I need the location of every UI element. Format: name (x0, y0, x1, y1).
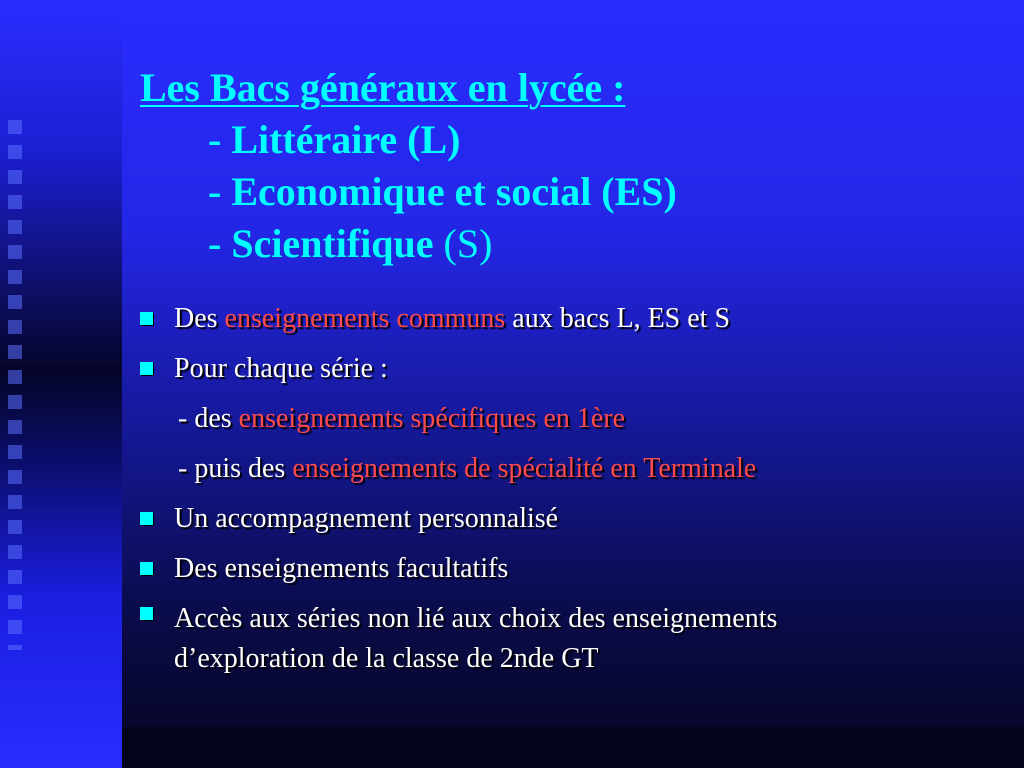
bullet-text: Des enseignements facultatifs (174, 553, 509, 584)
decorative-squares-column (0, 120, 32, 650)
sub-item-specialite (138, 444, 998, 494)
bottom-strip (122, 727, 1024, 768)
bullet-list (138, 294, 998, 679)
sub-item-specifiques (138, 394, 998, 444)
sub-item-text-pre: - des (178, 403, 239, 434)
bullet-pour-chaque-serie (138, 344, 998, 394)
square-bullet-icon (140, 512, 153, 525)
square-bullet-icon (140, 362, 153, 375)
slide-title (140, 62, 1000, 270)
title-main: Les Bacs généraux en lycée : (140, 65, 626, 110)
bullet-text-line1: Accès aux séries non lié aux choix des enseignements (174, 603, 778, 634)
bullet-text: Un accompagnement personnalisé (174, 503, 559, 534)
square-bullet-icon (140, 312, 153, 325)
bullet-text: Pour chaque série : (174, 353, 388, 384)
sub-item-highlight: enseignements spécifiques en 1ère (238, 403, 626, 434)
title-item-scientifique (140, 218, 1000, 270)
sub-item-highlight: enseignements de spécialité en Terminale (292, 453, 757, 484)
title-item-text: - Economique et social (ES) (208, 169, 677, 214)
square-bullet-icon (140, 562, 153, 575)
bullet-accompagnement (138, 494, 998, 544)
title-item-economique (140, 166, 1000, 218)
bullet-text-post: aux bacs L, ES et S (505, 303, 731, 334)
square-bullet-icon (140, 607, 153, 620)
bullet-text-line2: d’exploration de la classe de 2nde GT (174, 643, 599, 674)
bullet-enseignements-communs (138, 294, 998, 344)
title-item-text: - Littéraire (L) (208, 117, 461, 162)
title-item-suffix: (S) (433, 221, 493, 266)
sub-item-text-pre: - puis des (178, 453, 293, 484)
bullet-text-pre: Des (174, 303, 225, 334)
bullet-acces-series (138, 594, 998, 679)
title-item-text: - Scientifique (208, 221, 434, 266)
title-item-litteraire (140, 114, 1000, 166)
bullet-highlight: enseignements communs (224, 303, 506, 334)
bullet-facultatifs (138, 544, 998, 594)
